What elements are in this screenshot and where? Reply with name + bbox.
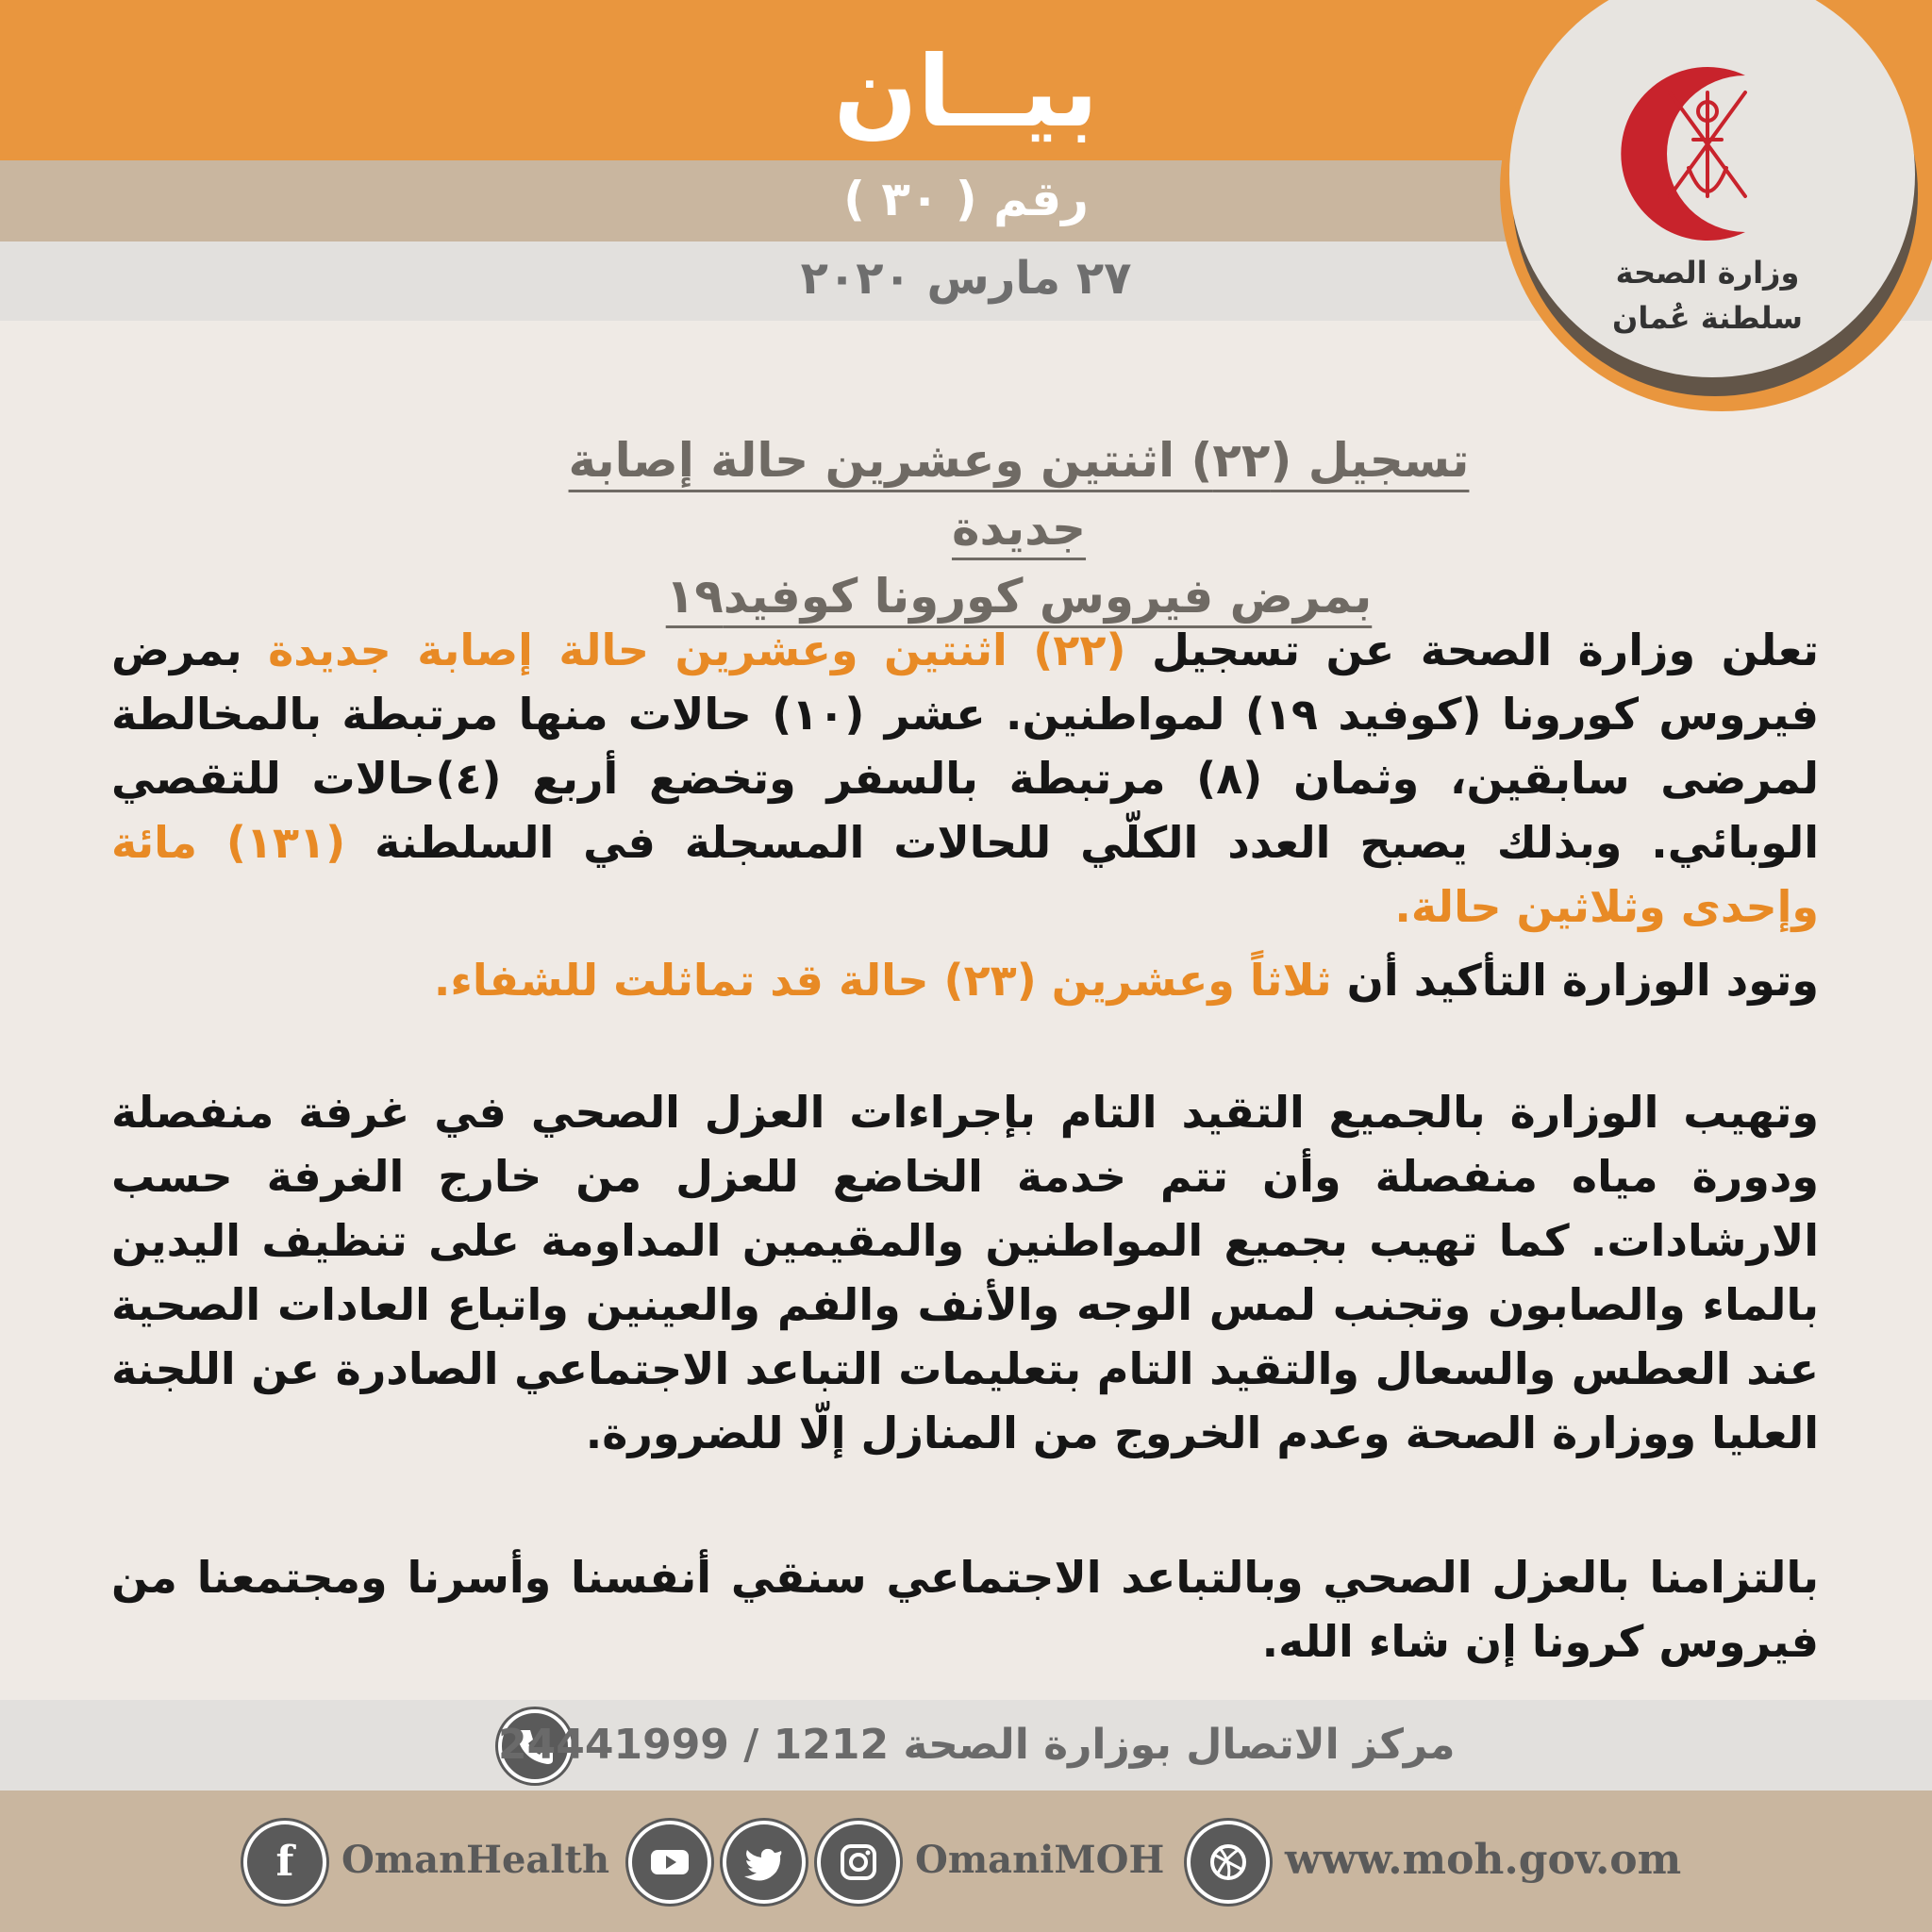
facebook-handle[interactable]: OmanHealth bbox=[341, 1838, 610, 1882]
paragraph-guidance: وتهيب الوزارة بالجميع التقيد التام بإجراءات العزل الصحي في غرفة منفصلة ودورة مياه منفصلة وأن تتم خدمة الخاضع للعزل من خارج الغرفة حسب الارشادات. كما تهيب بجميع المواطنين والمقيمين المداومة على تنظيف اليدين بالماء والصابون وتجنب لمس الوجه والأنف والفم والعينين واتباع العادات الصحية عند العطس والسعال والتقيد التام بتعليمات التباعد الاجتماعي الصادرة عن اللجنة العليا ووزارة الصحة وعدم الخروج من المنازل إلّا للضرورة. bbox=[111, 1087, 1819, 1458]
instagram-icon[interactable] bbox=[817, 1821, 900, 1904]
facebook-icon[interactable]: f bbox=[243, 1821, 326, 1904]
oman-emblem-icon bbox=[1604, 55, 1802, 253]
p1-highlight-new-cases: (٢٢) اثنتين وعشرين حالة إصابة جديدة bbox=[268, 625, 1126, 675]
headline-line-1: تسجيل (٢٢) اثنتين وعشرين حالة إصابة جديدة bbox=[568, 433, 1470, 556]
p1-text-c: بمرض فيروس كورونا (كوفيد ١٩) لمواطنين. عشر (١٠) حالات منها مرتبطة بالمخالطة لمرضى سابقين، وثمان (٨) مرتبطة بالسفر وتخضع أربع (٤)حالات للتقصي الوبائي. وبذلك يصبح العدد الكلّي للحالات المسجلة في السلطنة bbox=[111, 625, 1820, 868]
p1-highlight-total: (١٣١) مائة وإحدى وثلاثين حالة. bbox=[111, 817, 1819, 932]
headline-line-2: بمرض فيروس كورونا كوفيد١٩ bbox=[665, 569, 1373, 624]
p2-text-a: وتود الوزارة التأكيد أن bbox=[1331, 955, 1819, 1006]
statement-number: رقم ( ٣٠ ) bbox=[843, 172, 1089, 226]
paragraph-closing: بالتزامنا بالعزل الصحي وبالتباعد الاجتماعي سنقي أنفسنا وأسرنا ومجتمعنا من فيروس كرونا إن شاء الله. bbox=[111, 1552, 1819, 1667]
website-url[interactable]: www.moh.gov.om bbox=[1285, 1836, 1682, 1884]
page-title: بيــان bbox=[833, 34, 1099, 149]
paragraph-new-cases bbox=[111, 618, 1819, 939]
web-icon[interactable] bbox=[1187, 1821, 1270, 1904]
statement-date: ٢٧ مارس ٢٠٢٠ bbox=[800, 252, 1132, 305]
contact-label: مركز الاتصال بوزارة الصحة bbox=[903, 1721, 1456, 1769]
ministry-name: وزارة الصحة bbox=[1615, 255, 1800, 291]
p1-text-a: تعلن وزارة الصحة عن تسجيل bbox=[1125, 625, 1820, 675]
contact-numbers: 24441999 / 1212 bbox=[498, 1721, 890, 1769]
contact-center bbox=[498, 1702, 1456, 1789]
youtube-icon[interactable] bbox=[628, 1821, 711, 1904]
moh-handle[interactable]: OmaniMOH bbox=[915, 1838, 1165, 1882]
headline bbox=[566, 426, 1472, 630]
p2-highlight-recovered: ثلاثاً وعشرين (٢٣) حالة قد تماثلت للشفاء. bbox=[433, 955, 1332, 1006]
paragraph-recovered bbox=[111, 948, 1819, 1012]
country-name: سلطنة عُمان bbox=[1612, 300, 1803, 336]
twitter-icon[interactable] bbox=[723, 1821, 806, 1904]
